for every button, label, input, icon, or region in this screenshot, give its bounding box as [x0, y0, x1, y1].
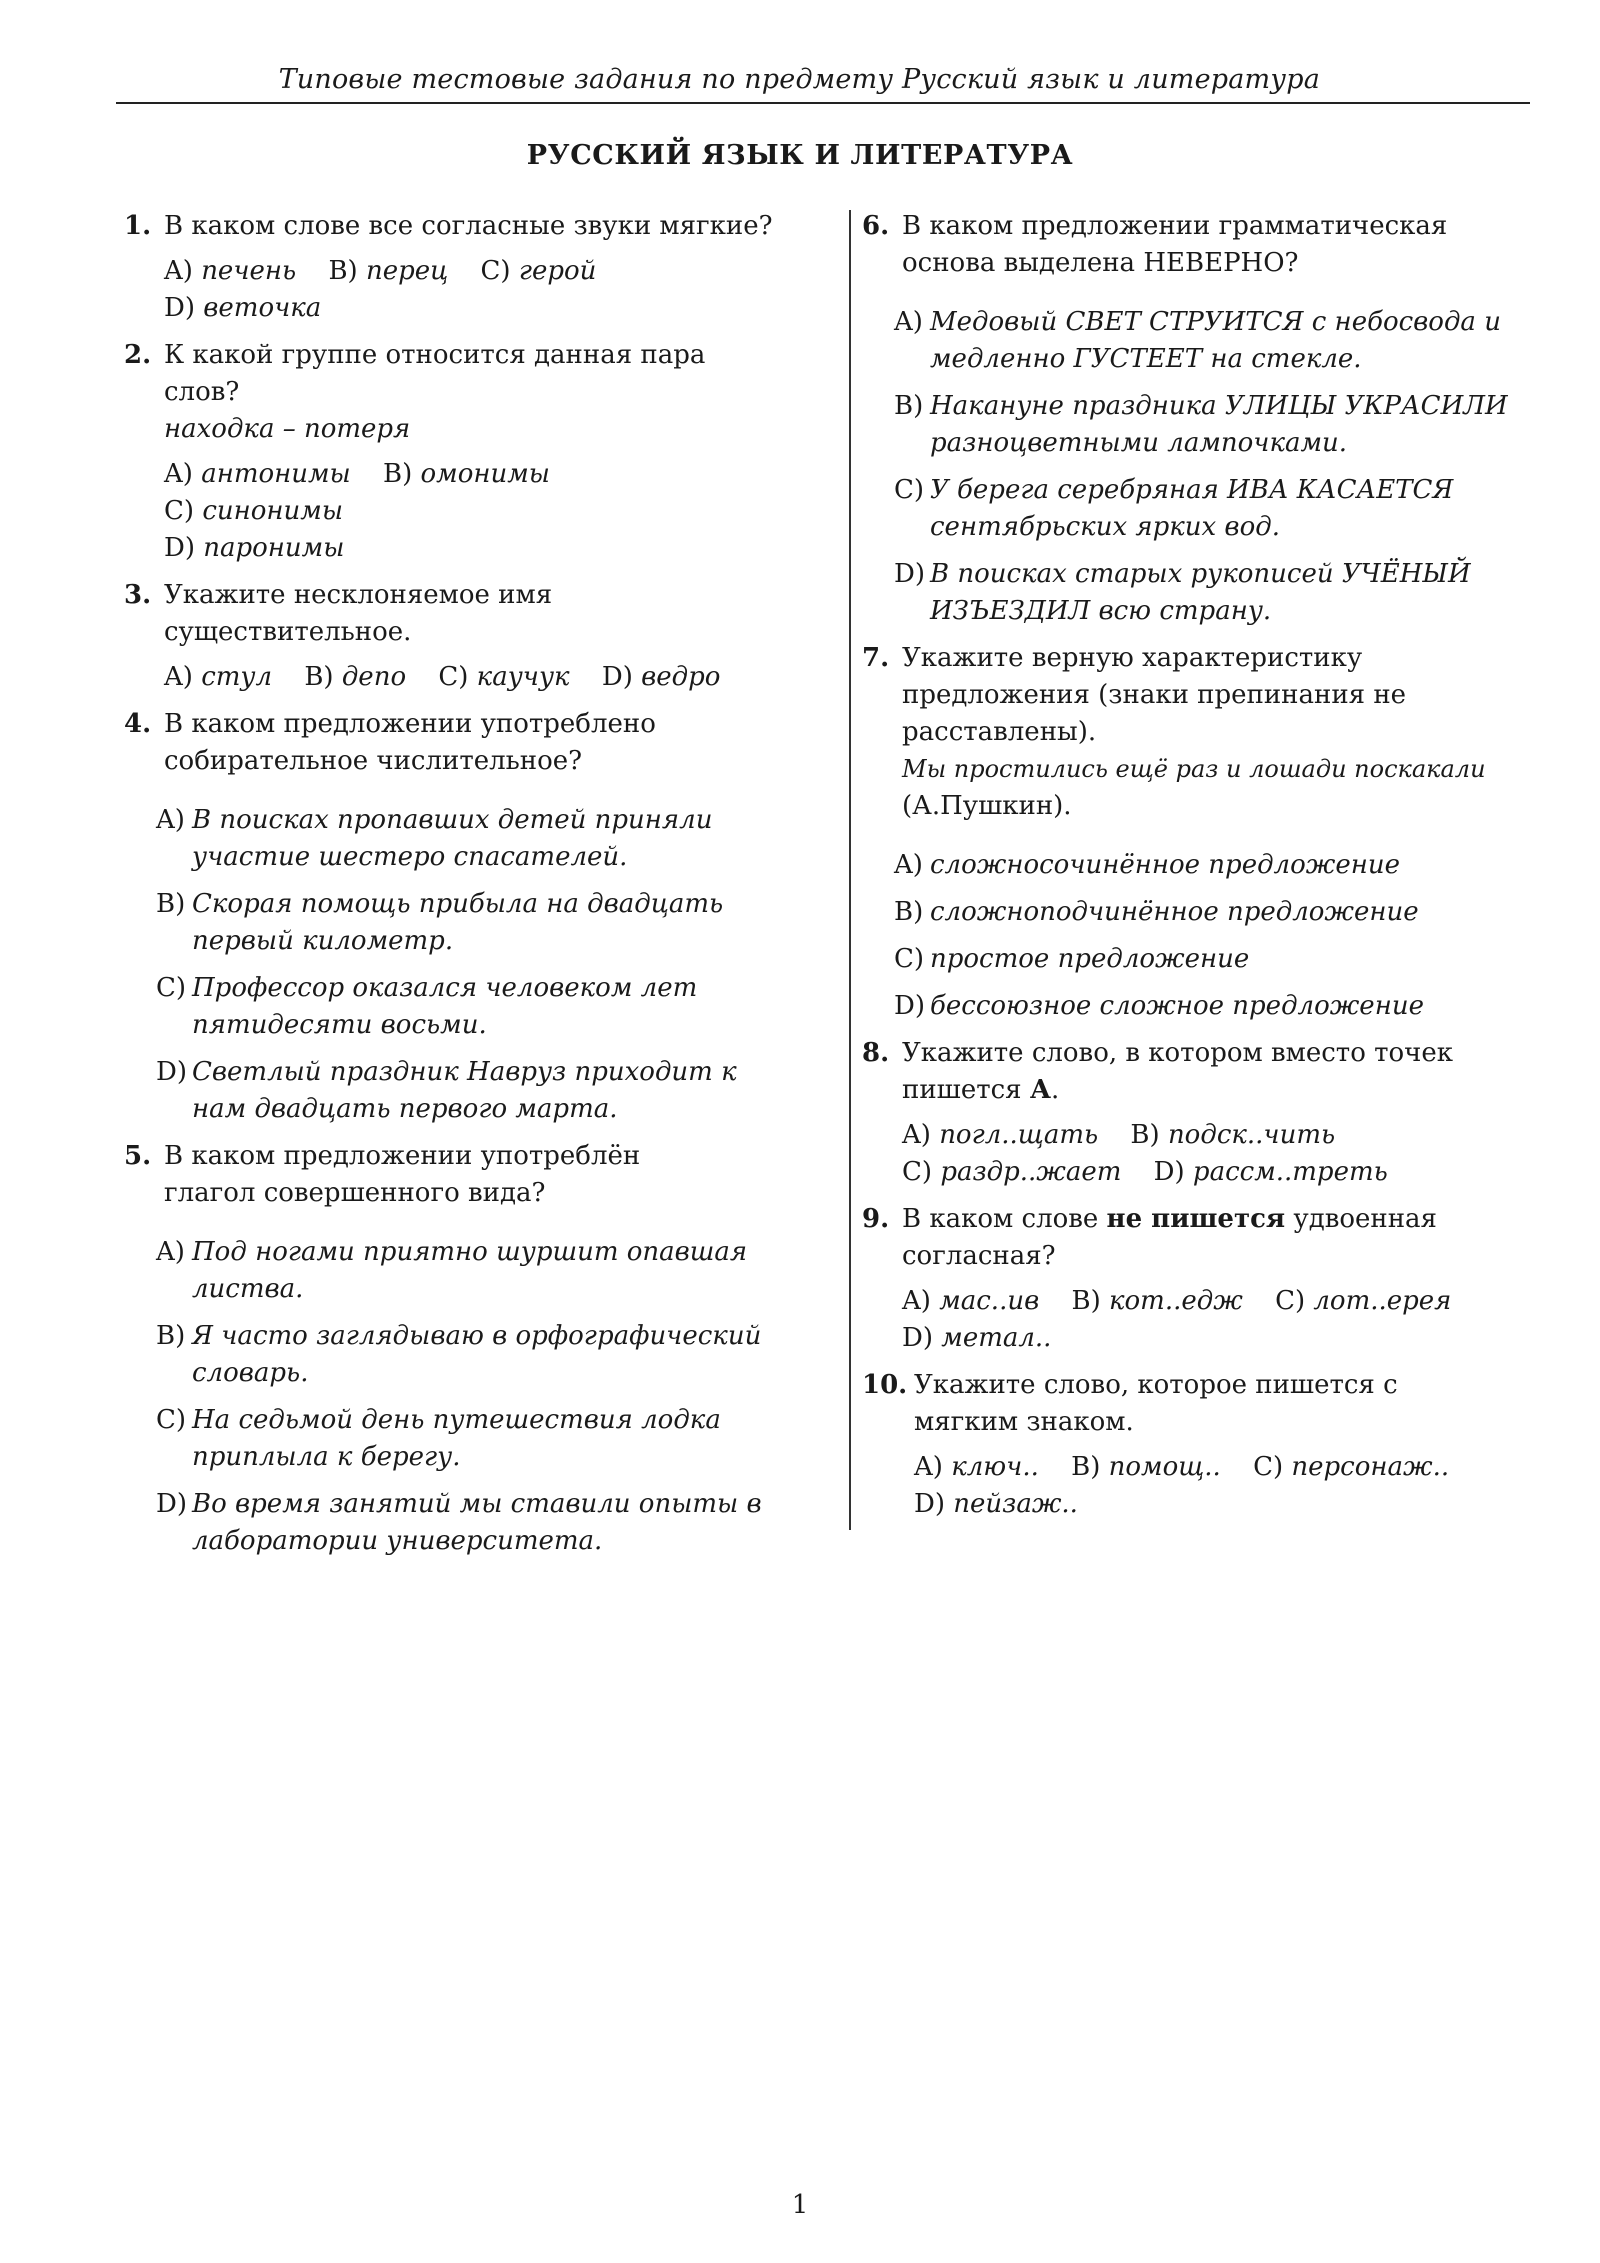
question-number: 3. [124, 580, 152, 610]
answer-options [902, 1117, 1542, 1191]
question-4 [124, 706, 774, 1128]
question-source: (А.Пушкин). [902, 791, 1072, 821]
option-c[interactable]: C) простое предложение [894, 944, 1250, 974]
page-header [116, 60, 1530, 104]
question-1 [124, 208, 774, 327]
question-number: 5. [124, 1141, 152, 1171]
question-text: Укажите несклоняемое имя существительное. [164, 580, 553, 647]
answer-options [914, 1449, 1542, 1523]
option-b[interactable]: B) помощ.. [1071, 1452, 1221, 1482]
answer-options [902, 1283, 1542, 1357]
question-number: 1. [124, 211, 152, 241]
question-9 [862, 1201, 1542, 1357]
question-text: Укажите слово, которое пишется с мягким знаком. [914, 1370, 1398, 1437]
option-d[interactable]: D) веточка [164, 293, 322, 323]
option-a[interactable]: A) ключ.. [914, 1452, 1039, 1482]
answer-options [156, 1234, 774, 1560]
option-a[interactable]: A) печень [164, 256, 297, 286]
question-2 [124, 337, 774, 567]
option-c[interactable]: C) персонаж.. [1253, 1452, 1450, 1482]
option-d[interactable]: D) Во время занятий мы ставили опыты в лаборатории университета. [156, 1489, 762, 1556]
option-a[interactable]: A) Под ногами приятно шуршит опавшая листва. [156, 1237, 748, 1304]
question-number: 8. [862, 1038, 890, 1068]
question-text: К какой группе относится данная пара слов? [164, 340, 706, 407]
question-number: 7. [862, 643, 890, 673]
option-d[interactable]: D) пейзаж.. [914, 1489, 1078, 1519]
option-b[interactable]: B) сложноподчинённое предложение [894, 897, 1419, 927]
option-d[interactable]: D) метал.. [902, 1323, 1052, 1353]
subject-title: РУССКИЙ ЯЗЫК И ЛИТЕРАТУРА [526, 140, 1074, 171]
page-number: 1 [791, 2190, 809, 2220]
option-c[interactable]: C) Профессор оказался человеком лет пятидесяти восьми. [156, 973, 698, 1040]
answer-options [894, 847, 1542, 1025]
answer-options [156, 802, 774, 1128]
option-b[interactable]: B) перец [328, 256, 449, 286]
question-text: В каком предложении употреблён глагол совершенного вида? [164, 1141, 641, 1208]
answer-options [894, 304, 1542, 630]
option-b[interactable]: B) подск..чить [1130, 1120, 1336, 1150]
question-number: 2. [124, 340, 152, 370]
option-c[interactable]: C) раздр..жает [902, 1157, 1122, 1187]
question-text: В каком слове все согласные звуки мягкие? [164, 211, 773, 241]
question-text: Укажите слово, в котором вместо точек пишется А. [902, 1038, 1453, 1105]
option-a[interactable]: A) Медовый СВЕТ СТРУИТСЯ с небосвода и медленно ГУСТЕЕТ на стекле. [894, 307, 1501, 374]
option-a[interactable]: A) мас..ив [902, 1286, 1040, 1316]
option-d[interactable]: D) рассм..треть [1153, 1157, 1388, 1187]
option-d[interactable]: D) бессоюзное сложное предложение [894, 991, 1424, 1021]
right-column [862, 208, 1542, 1533]
option-c[interactable]: C) На седьмой день путешествия лодка приплыла к берегу. [156, 1405, 721, 1472]
option-a[interactable]: A) погл..щать [902, 1120, 1099, 1150]
running-title: Типовые тестовые задания по предмету Русский язык и литература [278, 64, 1320, 95]
column-divider [849, 210, 851, 1530]
option-a[interactable]: A) стул [164, 662, 273, 692]
option-a[interactable]: A) В поисках пропавших детей приняли участие шестеро спасателей. [156, 805, 713, 872]
question-6 [862, 208, 1542, 630]
question-number: 6. [862, 211, 890, 241]
question-number: 4. [124, 709, 152, 739]
answer-options [164, 456, 774, 567]
question-number: 9. [862, 1204, 890, 1234]
option-b[interactable]: B) Я часто заглядываю в орфографический словарь. [156, 1321, 762, 1388]
option-b[interactable]: B) омонимы [383, 459, 550, 489]
option-c[interactable]: C) У берега серебряная ИВА КАСАЕТСЯ сентябрьских ярких вод. [894, 475, 1454, 542]
question-10 [862, 1367, 1542, 1523]
question-text: В каком слове не пишется удвоенная согласная? [902, 1204, 1437, 1271]
question-5 [124, 1138, 774, 1560]
option-b[interactable]: B) депо [304, 662, 407, 692]
question-text: В каком предложении употреблено собирательное числительное? [164, 709, 656, 776]
option-d[interactable]: D) В поисках старых рукописей УЧЁНЫЙ ИЗЪЕЗДИЛ всю страну. [894, 559, 1471, 626]
question-8 [862, 1035, 1542, 1191]
question-text: Укажите верную характеристику предложения (знаки препинания не расставлены). [902, 643, 1407, 747]
option-d[interactable]: D) паронимы [164, 533, 345, 563]
question-example: находка – потеря [164, 414, 411, 444]
left-column [124, 208, 774, 1570]
question-example: Мы простились ещё раз и лошади поскакали [902, 755, 1486, 783]
option-c[interactable]: C) лот..ерея [1275, 1286, 1452, 1316]
option-d[interactable]: D) ведро [601, 662, 721, 692]
option-b[interactable]: B) кот..едж [1071, 1286, 1243, 1316]
question-number: 10. [862, 1370, 908, 1400]
question-text: В каком предложении грамматическая основа выделена НЕВЕРНО? [902, 211, 1448, 278]
option-d[interactable]: D) Светлый праздник Навруз приходит к нам двадцать первого марта. [156, 1057, 737, 1124]
option-a[interactable]: A) сложносочинённое предложение [894, 850, 1400, 880]
option-a[interactable]: A) антонимы [164, 459, 351, 489]
answer-options [164, 253, 774, 327]
option-c[interactable]: C) синонимы [164, 496, 344, 526]
option-b[interactable]: B) Скорая помощь прибыла на двадцать первый километр. [156, 889, 724, 956]
question-7 [862, 640, 1542, 1025]
question-3 [124, 577, 774, 696]
option-b[interactable]: B) Накануне праздника УЛИЦЫ УКРАСИЛИ разноцветными лампочками. [894, 391, 1508, 458]
answer-options [164, 659, 774, 696]
option-c[interactable]: C) герой [480, 256, 597, 286]
option-c[interactable]: C) каучук [438, 662, 570, 692]
